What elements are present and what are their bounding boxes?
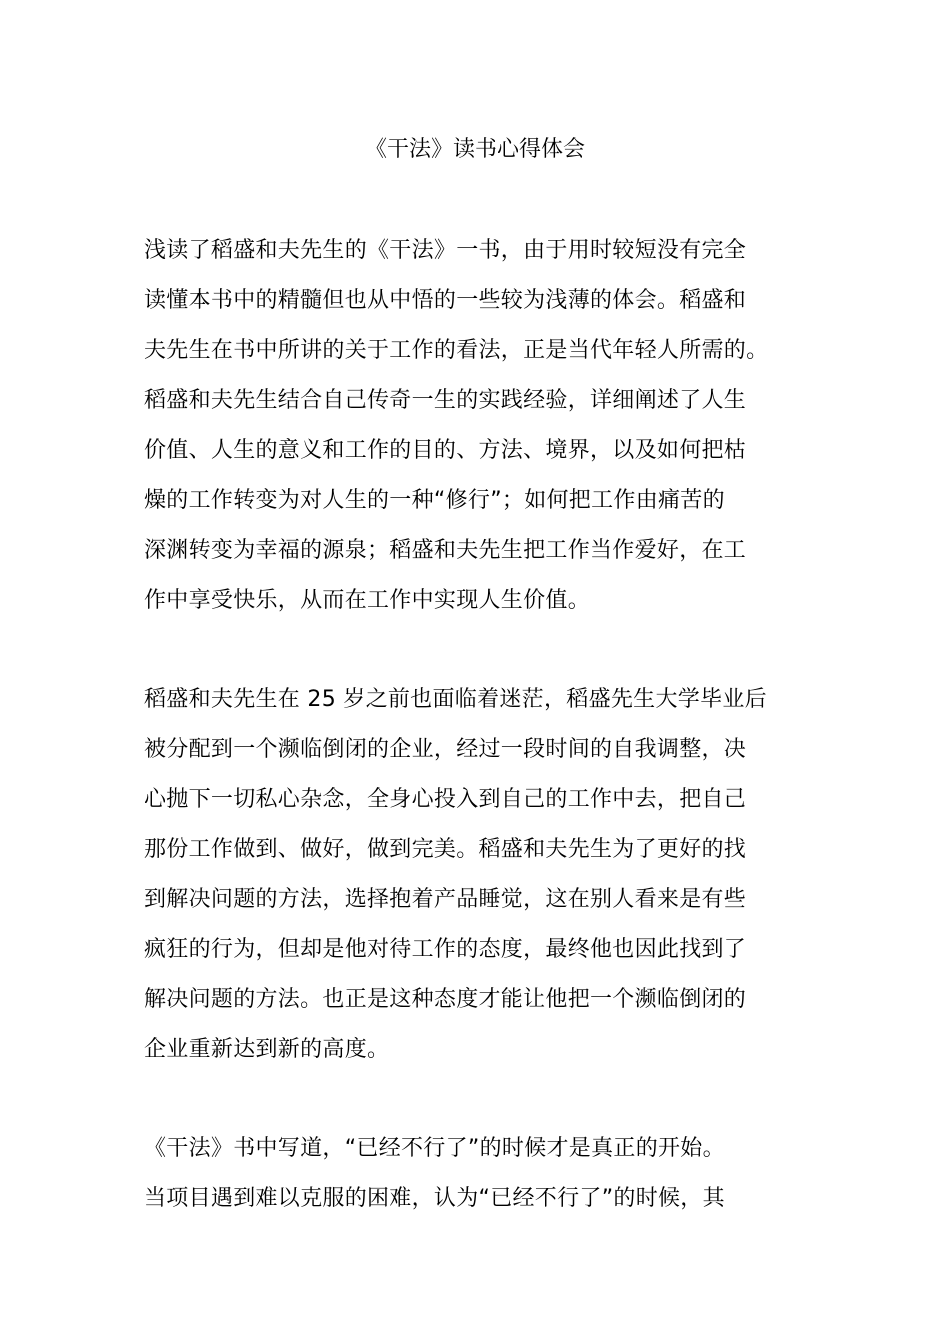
- paragraph-line: 读懂本书中的精髓但也从中悟的一些较为浅薄的体会。稻盛和: [144, 288, 747, 313]
- paragraph-line: 深渊转变为幸福的源泉；稻盛和夫先生把工作当作爱好，在工: [144, 538, 747, 563]
- paragraph-line: 那份工作做到、做好，做到完美。稻盛和夫先生为了更好的找: [144, 837, 747, 862]
- paragraph-line: 疯狂的行为，但却是他对待工作的态度，最终他也因此找到了: [144, 937, 747, 962]
- paragraph-line: 浅读了稻盛和夫先生的《干法》一书，由于用时较短没有完全: [144, 238, 747, 263]
- paragraph-line: 当项目遇到难以克服的困难，认为“已经不行了”的时候，其: [144, 1186, 725, 1211]
- paragraph-line: 稻盛和夫先生结合自己传奇一生的实践经验，详细阐述了人生: [144, 388, 747, 413]
- paragraph-line: 夫先生在书中所讲的关于工作的看法，正是当代年轻人所需的。: [144, 338, 769, 363]
- paragraph-line: 价值、人生的意义和工作的目的、方法、境界，以及如何把枯: [144, 438, 747, 463]
- paragraph-line: 企业重新达到新的高度。: [144, 1037, 390, 1062]
- paragraph-line: 解决问题的方法。也正是这种态度才能让他把一个濒临倒闭的: [144, 987, 747, 1012]
- paragraph-line: 作中享受快乐，从而在工作中实现人生价值。: [144, 588, 591, 613]
- paragraph-line: 到解决问题的方法，选择抱着产品睡觉，这在别人看来是有些: [144, 887, 747, 912]
- paragraph-line: 稻盛和夫先生在 25 岁之前也面临着迷茫，稻盛先生大学毕业后: [144, 687, 767, 712]
- paragraph-line: 心抛下一切私心杂念，全身心投入到自己的工作中去，把自己: [144, 787, 747, 812]
- document-title: 《干法》读书心得体会: [364, 137, 585, 162]
- paragraph-line: 《干法》书中写道，“已经不行了”的时候才是真正的开始。: [144, 1136, 725, 1161]
- paragraph-line: 被分配到一个濒临倒闭的企业，经过一段时间的自我调整，决: [144, 737, 747, 762]
- paragraph-line: 燥的工作转变为对人生的一种“修行”；如何把工作由痛苦的: [144, 488, 725, 513]
